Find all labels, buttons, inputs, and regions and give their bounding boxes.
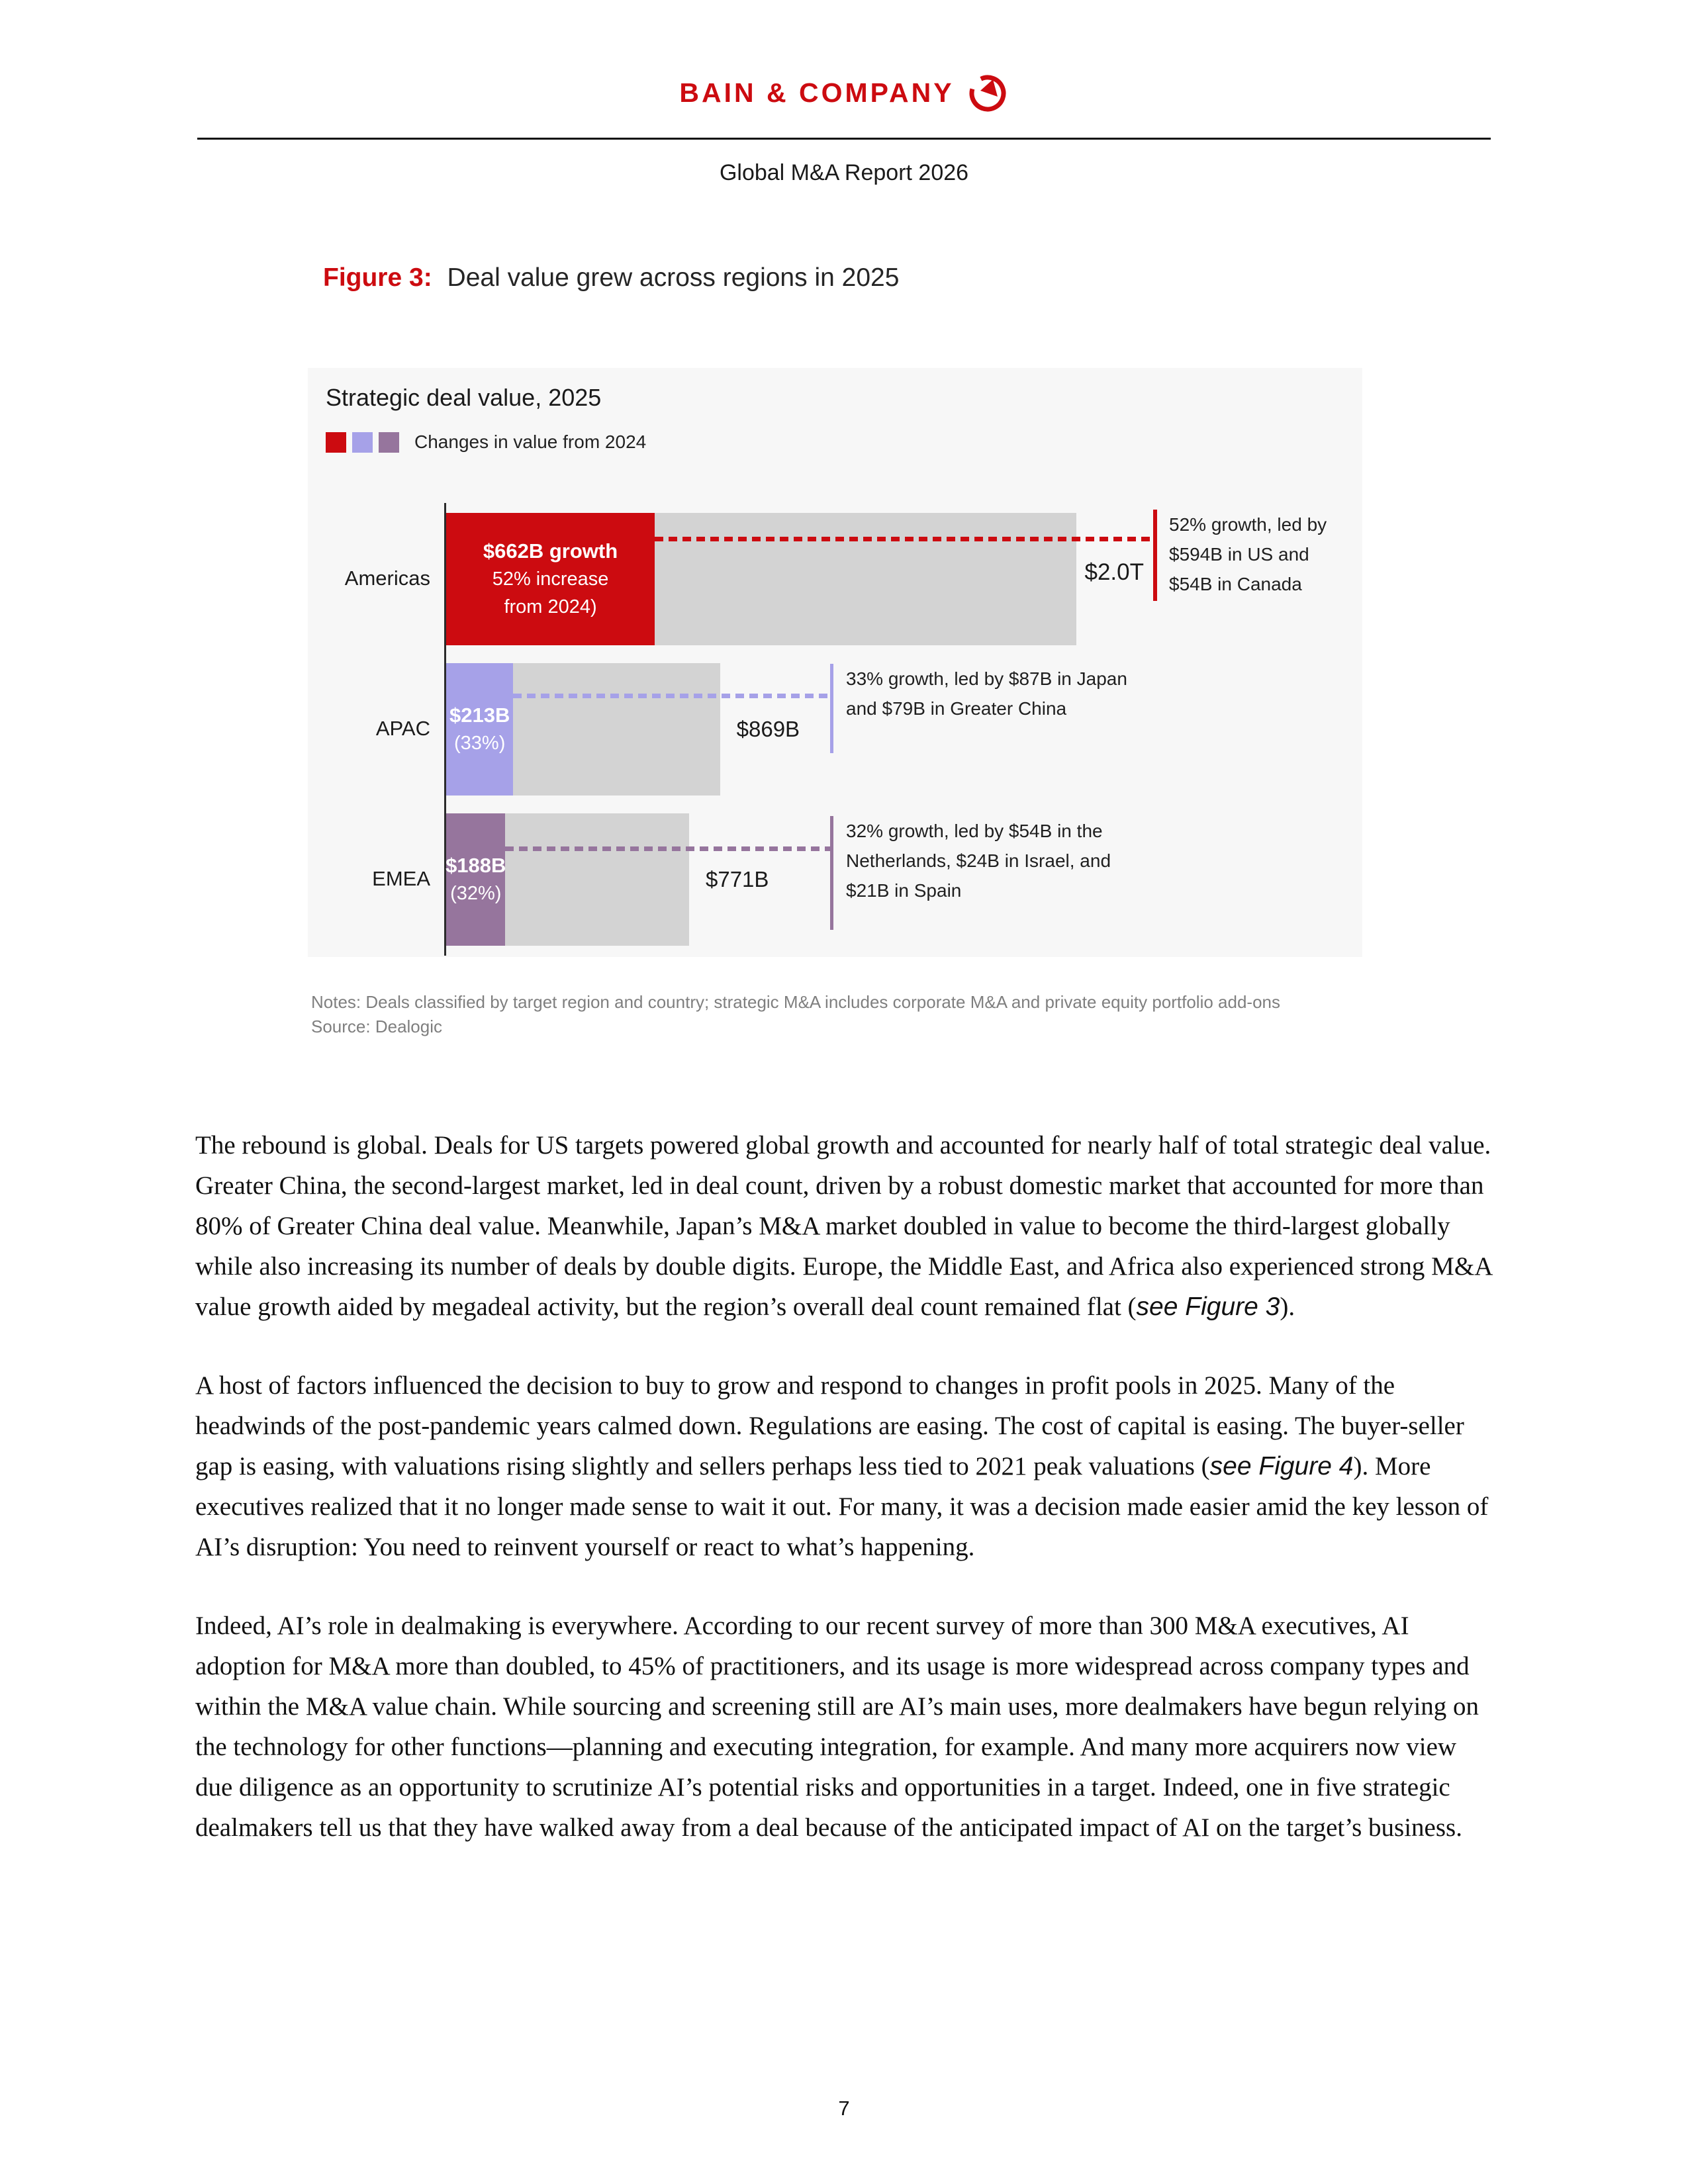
text-run: The rebound is global. Deals for US targets powered global growth and accounted for nearly half of total strategic deal value. Greater China, the second-largest market, led in deal count, driven by a robust domestic market that accounted for more than 80% of Greater China deal value. Meanwhile, Japan’s M&A market doubled in value to become the third-largest globally while also increasing its number of deals by double digits. Europe, the Middle East, and Africa also experienced strong M&A value growth aided by megadeal activity, but the region’s overall deal count remained flat ( <box>195 1131 1492 1321</box>
annotation-line: 32% growth, led by $54B in the <box>846 821 1103 841</box>
bain-logo <box>0 71 1688 114</box>
annotation-tick-apac <box>830 664 833 753</box>
change-bar-sublabel: (32%) <box>450 883 502 904</box>
chart-title: Strategic deal value, 2025 <box>326 384 602 411</box>
bar-value-apac: $869B <box>736 717 800 741</box>
annotation-tick-americas <box>1153 510 1157 601</box>
notes-text: Notes: Deals classified by target region and country; strategic M&A includes corporate M&A and private equity portfolio add-ons <box>311 992 1280 1012</box>
figure-notes <box>311 990 1334 1039</box>
annotation-emea <box>846 816 1111 905</box>
annotation-line: Netherlands, $24B in Israel, and <box>846 850 1111 871</box>
dashed-connector <box>655 537 1154 541</box>
change-value-bar <box>446 663 513 796</box>
region-label-americas: Americas <box>344 567 430 590</box>
region-label-apac: APAC <box>375 717 430 740</box>
change-value-bar <box>446 513 655 645</box>
paragraph <box>195 1365 1498 1567</box>
header-divider <box>197 138 1491 140</box>
change-bar-label: $662B growth <box>483 539 618 563</box>
annotation-line: $21B in Spain <box>846 880 962 901</box>
text-run: Indeed, AI’s role in dealmaking is everywhere. According to our recent survey of more than 300 M&A executives, AI adoption for M&A more than doubled, to 45% of practitioners, and its usage is more widespread across company types and within the M&A value chain. While sourcing and screening still are AI’s main uses, more dealmakers have begun relying on the technology for other functions—planning and executing integration, for example. And many more acquirers now view due diligence as an opportunity to scrutinize AI’s potential risks and opportunities in a target. Indeed, one in five strategic dealmakers tell us that they have walked away from a deal because of the anticipated impact of AI on the target’s business. <box>195 1612 1479 1842</box>
change-bar-sublabel: (33%) <box>454 733 506 754</box>
source-text: Source: Dealogic <box>311 1017 442 1036</box>
document-title: Global M&A Report 2026 <box>719 160 969 185</box>
figure-title: Deal value grew across regions in 2025 <box>447 263 900 292</box>
paragraph <box>195 1606 1498 1848</box>
change-bar-label: $188B <box>445 854 506 877</box>
figure-reference: see Figure 3 <box>1136 1293 1280 1321</box>
legend-swatch-apac <box>352 432 373 453</box>
annotation-line: $594B in US and <box>1169 544 1309 565</box>
text-run: ). <box>1280 1293 1295 1321</box>
bar-value-emea: $771B <box>705 867 769 891</box>
chart-legend <box>326 432 646 453</box>
figure-heading <box>323 263 899 293</box>
bain-compass-icon <box>966 71 1009 114</box>
annotation-americas <box>1169 510 1327 599</box>
paragraph <box>195 1125 1498 1327</box>
change-value-bar <box>446 813 505 946</box>
bain-logo-text: BAIN & COMPANY <box>679 77 955 108</box>
page-number: 7 <box>838 2097 850 2120</box>
figure-label: Figure 3: <box>323 263 432 292</box>
body-text <box>195 1125 1498 1886</box>
region-label-emea: EMEA <box>372 867 430 890</box>
change-bar-label: $213B <box>449 704 510 727</box>
annotation-line: 33% growth, led by $87B in Japan <box>846 668 1127 689</box>
figure-reference: see Figure 4 <box>1209 1452 1354 1480</box>
change-bar-sublabel: from 2024) <box>504 596 597 617</box>
annotation-tick-emea <box>830 816 833 930</box>
legend-swatch-emea <box>379 432 399 453</box>
text-run: A host of factors influenced the decision to buy to grow and respond to changes in profit pools in 2025. Many of the headwinds of the post-pandemic years calmed down. Regulations are easing. The cost of capital is easing. The buyer-seller gap is easing, with valuations rising slightly and sellers perhaps less tied to 2021 peak valuations ( <box>195 1371 1464 1480</box>
bar-value-americas: $2.0T <box>1084 559 1144 585</box>
annotation-apac <box>846 664 1127 723</box>
annotation-line: and $79B in Greater China <box>846 698 1067 719</box>
change-bar-sublabel: 52% increase <box>492 569 609 590</box>
text-run: ). More executives realized that it no longer made sense to wait it out. For many, it was a decision made easier amid the key lesson of AI’s disruption: You need to reinvent yourself or react to what’s happening. <box>195 1452 1489 1561</box>
legend-swatch-americas <box>326 432 346 453</box>
annotation-line: 52% growth, led by <box>1169 514 1327 535</box>
annotation-line: $54B in Canada <box>1169 574 1302 594</box>
dashed-connector <box>513 694 831 698</box>
dashed-connector <box>505 846 831 851</box>
legend-label: Changes in value from 2024 <box>414 432 647 452</box>
